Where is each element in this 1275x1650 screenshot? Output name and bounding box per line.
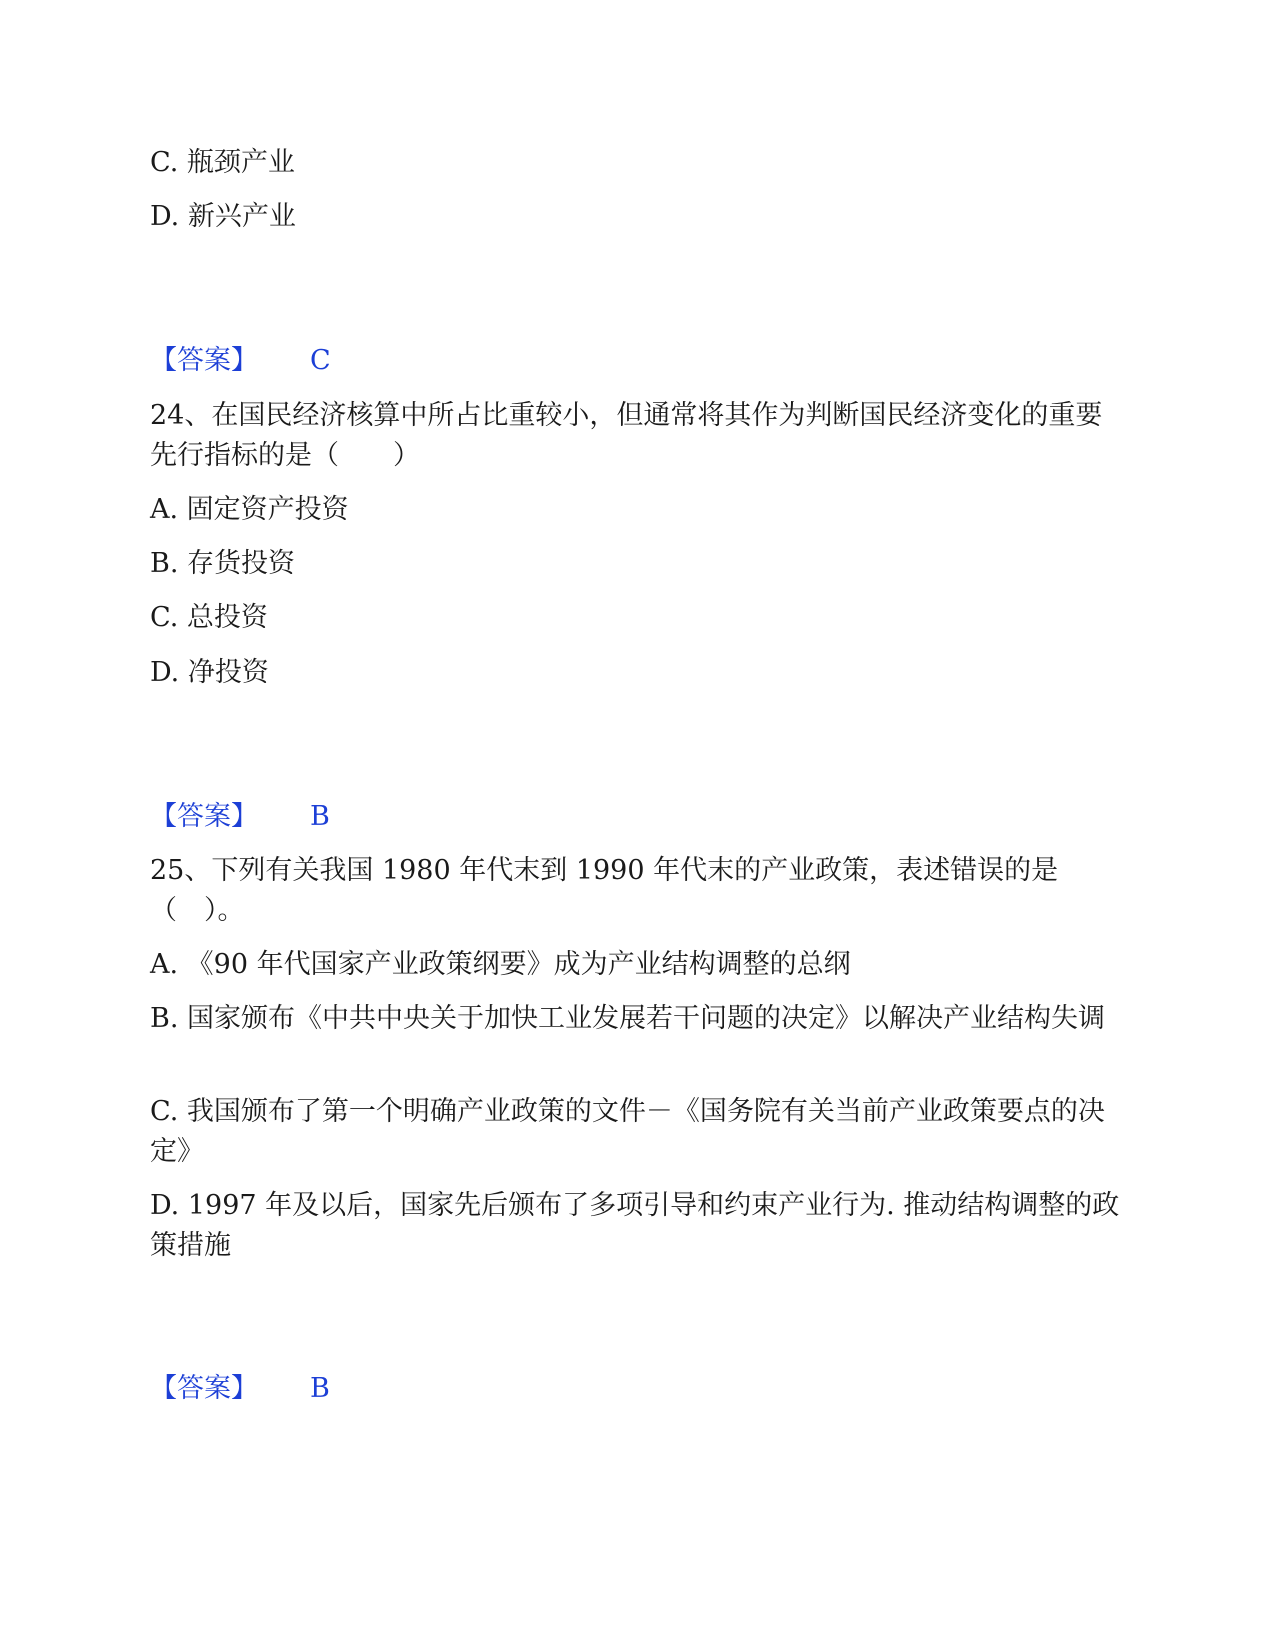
q24-option-a: A. 固定资产投资: [150, 494, 349, 525]
answer-label: 【答案】: [150, 801, 258, 832]
q24-option-c: C. 总投资: [150, 602, 268, 633]
answer-value: B: [310, 1373, 330, 1404]
q24-option-b: B. 存货投资: [150, 548, 296, 579]
q25-option-a: A. 《90 年代国家产业政策纲要》成为产业结构调整的总纲: [150, 949, 851, 980]
q25-stem: 25、下列有关我国 1980 年代末到 1990 年代末的产业政策，表述错误的是（ ）。: [150, 855, 1059, 926]
q25-option-c: C. 我国颁布了第一个明确产业政策的文件－《国务院有关当前产业政策要点的决定》: [150, 1096, 1105, 1167]
answer-24: [150, 797, 330, 837]
q25-option-d: D. 1997 年及以后，国家先后颁布了多项引导和约束产业行为. 推动结构调整的政策措施: [150, 1190, 1120, 1261]
answer-23: [150, 341, 331, 381]
q23-option-d: D. 新兴产业: [150, 201, 296, 232]
q25-option-b: B. 国家颁布《中共中央关于加快工业发展若干问题的决定》以解决产业结构失调: [150, 1003, 1106, 1034]
q24-option-d: D. 净投资: [150, 657, 269, 688]
answer-value: C: [310, 345, 331, 376]
answer-label: 【答案】: [150, 1373, 258, 1404]
q23-option-c: C. 瓶颈产业: [150, 147, 295, 178]
answer-25: [150, 1369, 330, 1409]
q24-stem: 24、在国民经济核算中所占比重较小，但通常将其作为判断国民经济变化的重要先行指标的是（ ）: [150, 400, 1103, 471]
answer-value: B: [310, 801, 330, 832]
answer-label: 【答案】: [150, 345, 258, 376]
